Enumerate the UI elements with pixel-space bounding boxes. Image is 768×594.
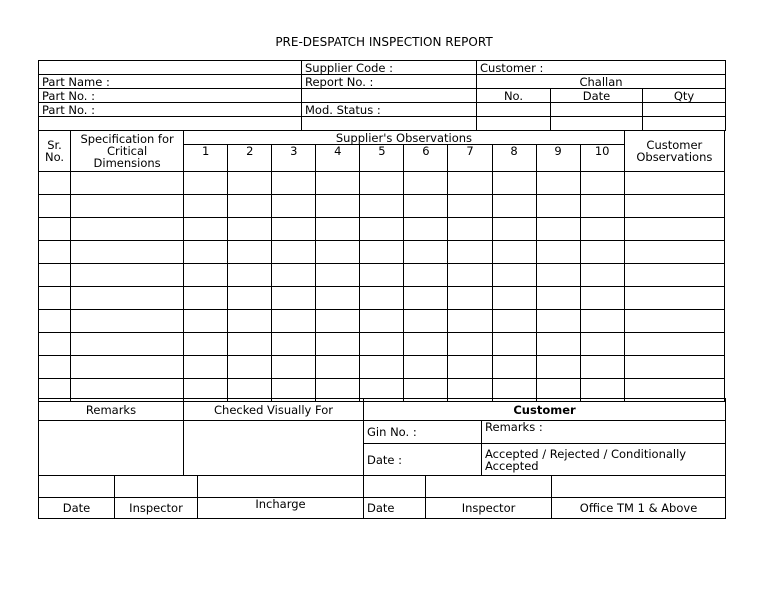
table-row: [39, 333, 725, 356]
entry-cell[interactable]: [536, 264, 580, 287]
observation-column-header: 4: [316, 145, 360, 172]
entry-cell[interactable]: [316, 264, 360, 287]
blank-cell: [39, 61, 302, 75]
challan-heading: Challan: [477, 75, 726, 89]
entry-cell[interactable]: [404, 287, 448, 310]
sr-no-header: Sr. No.: [39, 131, 71, 172]
entry-cell[interactable]: [272, 333, 316, 356]
customer-observations-header: Customer Observations: [624, 131, 724, 172]
table-row: [39, 172, 725, 195]
entry-cell[interactable]: [272, 287, 316, 310]
entry-cell[interactable]: [228, 241, 272, 264]
remarks-field[interactable]: [39, 421, 184, 476]
header-table: [38, 60, 726, 131]
sign-inspector-cell-2[interactable]: [426, 476, 552, 498]
checked-visually-field[interactable]: [184, 421, 364, 476]
entry-cell[interactable]: [404, 218, 448, 241]
entry-cell[interactable]: [624, 241, 724, 264]
entry-cell[interactable]: [536, 218, 580, 241]
entry-cell[interactable]: [71, 172, 184, 195]
entry-cell[interactable]: [536, 287, 580, 310]
entry-cell[interactable]: [184, 356, 228, 379]
entry-cell[interactable]: [71, 218, 184, 241]
entry-cell[interactable]: [272, 241, 316, 264]
entry-cell[interactable]: [448, 356, 492, 379]
entry-cell[interactable]: [272, 195, 316, 218]
entry-cell[interactable]: [39, 218, 71, 241]
entry-cell[interactable]: [228, 287, 272, 310]
customer-label: Customer: [364, 399, 726, 421]
entry-cell[interactable]: [404, 195, 448, 218]
entry-cell[interactable]: [624, 310, 724, 333]
mod-status-field[interactable]: Mod. Status :: [302, 103, 477, 117]
entry-cell[interactable]: [71, 310, 184, 333]
entry-cell[interactable]: [580, 287, 624, 310]
entry-cell[interactable]: [624, 218, 724, 241]
challan-qty-label: Qty: [643, 89, 726, 103]
supplier-code-field[interactable]: Supplier Code :: [302, 61, 477, 75]
entry-cell[interactable]: [536, 241, 580, 264]
entry-cell[interactable]: [580, 356, 624, 379]
challan-date-cell[interactable]: [551, 117, 643, 131]
entry-cell[interactable]: [536, 356, 580, 379]
entry-cell[interactable]: [184, 195, 228, 218]
entry-cell[interactable]: [492, 287, 536, 310]
entry-cell[interactable]: [39, 172, 71, 195]
entry-cell[interactable]: [624, 195, 724, 218]
entry-cell[interactable]: [448, 241, 492, 264]
entry-cell[interactable]: [404, 264, 448, 287]
entry-cell[interactable]: [492, 356, 536, 379]
entry-cell[interactable]: [580, 195, 624, 218]
entry-cell[interactable]: [492, 264, 536, 287]
entry-cell[interactable]: [316, 287, 360, 310]
entry-cell[interactable]: [624, 356, 724, 379]
entry-cell[interactable]: [272, 172, 316, 195]
entry-cell[interactable]: [580, 218, 624, 241]
entry-cell[interactable]: [404, 241, 448, 264]
entry-cell[interactable]: [71, 333, 184, 356]
entry-cell[interactable]: [316, 241, 360, 264]
entry-cell[interactable]: [71, 356, 184, 379]
supplier-observations-header: Supplier's Observations: [184, 131, 625, 145]
challan-qty-cell[interactable]: [643, 103, 726, 117]
entry-cell[interactable]: [184, 172, 228, 195]
challan-date-label: Date: [551, 89, 643, 103]
entry-cell[interactable]: [360, 218, 404, 241]
entry-cell[interactable]: [404, 172, 448, 195]
date-field[interactable]: Date :: [364, 444, 482, 476]
entry-cell[interactable]: [228, 310, 272, 333]
entry-cell[interactable]: [39, 333, 71, 356]
blank-cell: [302, 89, 477, 103]
remarks-label: Remarks: [39, 399, 184, 421]
entry-cell[interactable]: [448, 195, 492, 218]
challan-date-cell[interactable]: [551, 103, 643, 117]
blank-cell[interactable]: [302, 117, 477, 131]
part-no-field-1[interactable]: Part No. :: [39, 89, 302, 103]
entry-cell[interactable]: [624, 287, 724, 310]
observation-column-header: 7: [448, 145, 492, 172]
entry-cell[interactable]: [360, 333, 404, 356]
entry-cell[interactable]: [448, 333, 492, 356]
challan-no-cell[interactable]: [477, 117, 551, 131]
entry-cell[interactable]: [492, 310, 536, 333]
date-signature-label: Date: [39, 498, 115, 519]
entry-cell[interactable]: [184, 241, 228, 264]
entry-cell[interactable]: [448, 287, 492, 310]
entry-cell[interactable]: [39, 264, 71, 287]
entry-cell[interactable]: [39, 287, 71, 310]
entry-cell[interactable]: [580, 333, 624, 356]
entry-cell[interactable]: [492, 195, 536, 218]
entry-cell[interactable]: [360, 195, 404, 218]
entry-cell[interactable]: [536, 333, 580, 356]
entry-cell[interactable]: [404, 333, 448, 356]
entry-cell[interactable]: [404, 310, 448, 333]
customer-remarks-field[interactable]: Remarks :: [482, 421, 726, 444]
part-no-field-2[interactable]: Part No. :: [39, 103, 302, 117]
entry-cell[interactable]: [360, 172, 404, 195]
entry-cell[interactable]: [536, 310, 580, 333]
entry-cell[interactable]: [184, 310, 228, 333]
entry-cell[interactable]: [316, 195, 360, 218]
entry-cell[interactable]: [360, 310, 404, 333]
entry-cell[interactable]: [360, 241, 404, 264]
entry-cell[interactable]: [316, 218, 360, 241]
challan-no-cell[interactable]: [477, 103, 551, 117]
table-row: [39, 218, 725, 241]
part-name-field[interactable]: Part Name :: [39, 75, 302, 89]
report-title: PRE-DESPATCH INSPECTION REPORT: [275, 35, 493, 49]
entry-cell[interactable]: [272, 264, 316, 287]
entry-cell[interactable]: [184, 287, 228, 310]
entry-cell[interactable]: [228, 218, 272, 241]
observation-column-header: 3: [272, 145, 316, 172]
entry-cell[interactable]: [184, 333, 228, 356]
entry-cell[interactable]: [272, 218, 316, 241]
entry-cell[interactable]: [228, 356, 272, 379]
entry-cell[interactable]: [184, 218, 228, 241]
entry-cell[interactable]: [492, 218, 536, 241]
challan-no-label: No.: [477, 89, 551, 103]
entry-cell[interactable]: [184, 264, 228, 287]
entry-cell[interactable]: [360, 264, 404, 287]
entry-cell[interactable]: [316, 172, 360, 195]
observation-column-header: 8: [492, 145, 536, 172]
sign-office-cell[interactable]: [552, 476, 726, 498]
entry-cell[interactable]: [272, 356, 316, 379]
incharge-signature-label: Incharge: [198, 498, 364, 519]
spec-header: Specification for Critical Dimensions: [71, 131, 184, 172]
entry-cell[interactable]: [448, 218, 492, 241]
entry-cell[interactable]: [360, 287, 404, 310]
entry-cell[interactable]: [624, 333, 724, 356]
entry-cell[interactable]: [580, 310, 624, 333]
sign-date-cell[interactable]: [39, 476, 115, 498]
entry-cell[interactable]: [228, 172, 272, 195]
observation-column-header: 2: [228, 145, 272, 172]
entry-cell[interactable]: [624, 264, 724, 287]
entry-cell[interactable]: [71, 287, 184, 310]
entry-cell[interactable]: [448, 172, 492, 195]
entry-cell[interactable]: [39, 241, 71, 264]
observations-table: [38, 130, 725, 402]
entry-cell[interactable]: [536, 172, 580, 195]
entry-cell[interactable]: [316, 333, 360, 356]
entry-cell[interactable]: [39, 195, 71, 218]
challan-qty-cell[interactable]: [643, 117, 726, 131]
entry-cell[interactable]: [360, 356, 404, 379]
blank-cell[interactable]: [39, 117, 302, 131]
entry-cell[interactable]: [404, 356, 448, 379]
acceptance-status[interactable]: Accepted / Rejected / Conditionally Accepted: [482, 444, 726, 476]
entry-cell[interactable]: [228, 333, 272, 356]
entry-cell[interactable]: [71, 241, 184, 264]
table-row: [39, 287, 725, 310]
observation-column-header: 6: [404, 145, 448, 172]
gin-no-field[interactable]: Gin No. :: [364, 421, 482, 444]
entry-cell[interactable]: [580, 172, 624, 195]
observation-column-header: 1: [184, 145, 228, 172]
observation-column-header: 9: [536, 145, 580, 172]
entry-cell[interactable]: [536, 195, 580, 218]
sign-incharge-cell[interactable]: [198, 476, 364, 498]
sign-date-cell-2[interactable]: [364, 476, 426, 498]
customer-inspector-signature-label: Inspector: [426, 498, 552, 519]
table-row: [39, 195, 725, 218]
inspector-signature-label: Inspector: [115, 498, 198, 519]
table-row: [39, 310, 725, 333]
checked-visually-label: Checked Visually For: [184, 399, 364, 421]
sign-inspector-cell[interactable]: [115, 476, 198, 498]
table-row: [39, 264, 725, 287]
entry-cell[interactable]: [580, 241, 624, 264]
footer-table: [38, 398, 726, 519]
entry-cell[interactable]: [492, 333, 536, 356]
table-row: [39, 241, 725, 264]
table-row: [39, 356, 725, 379]
entry-cell[interactable]: [71, 195, 184, 218]
entry-cell[interactable]: [492, 172, 536, 195]
observation-column-header: 5: [360, 145, 404, 172]
entry-cell[interactable]: [228, 195, 272, 218]
entry-cell[interactable]: [624, 172, 724, 195]
customer-date-signature-label: Date: [364, 498, 426, 519]
report-no-field[interactable]: Report No. :: [302, 75, 477, 89]
entry-cell[interactable]: [228, 264, 272, 287]
entry-cell[interactable]: [492, 241, 536, 264]
entry-cell[interactable]: [448, 310, 492, 333]
entry-cell[interactable]: [316, 310, 360, 333]
entry-cell[interactable]: [71, 264, 184, 287]
customer-field[interactable]: Customer :: [477, 61, 726, 75]
entry-cell[interactable]: [448, 264, 492, 287]
entry-cell[interactable]: [316, 356, 360, 379]
entry-cell[interactable]: [39, 310, 71, 333]
observation-column-header: 10: [580, 145, 624, 172]
entry-cell[interactable]: [272, 310, 316, 333]
office-signature-label: Office TM 1 & Above: [552, 498, 726, 519]
entry-cell[interactable]: [580, 264, 624, 287]
entry-cell[interactable]: [39, 356, 71, 379]
